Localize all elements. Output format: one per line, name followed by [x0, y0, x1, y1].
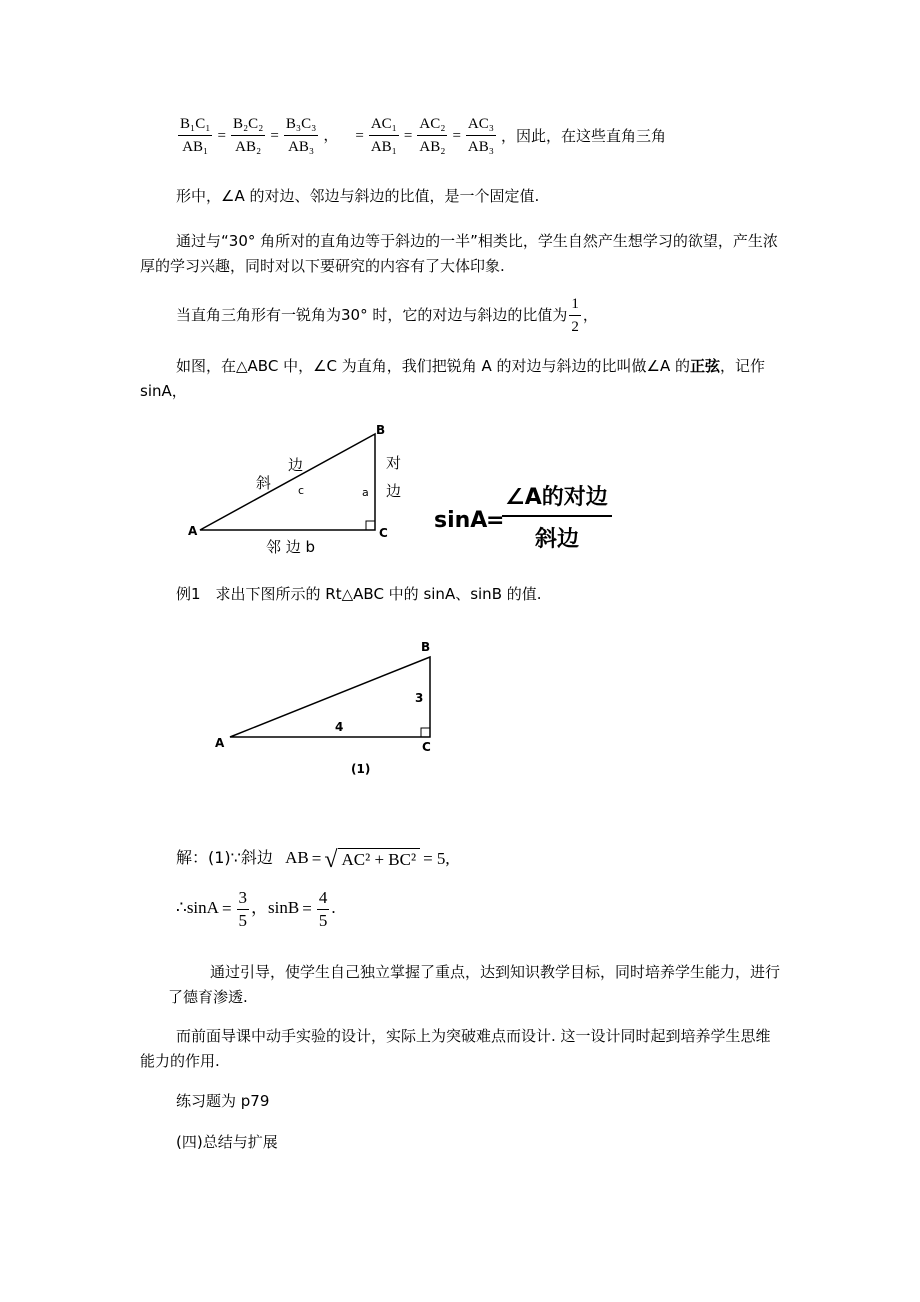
fraction-sinb-value: $\frac{4}{5}$: [318, 887, 328, 930]
fraction-ac3-ab3: $\frac{\text{AC₃}}{\text{AB₃}}$: [467, 116, 494, 155]
section-heading-summary: (四)总结与扩展: [176, 1133, 278, 1151]
paragraph-sine-definition: 如图，在△ABC 中，∠C 为直角，我们把锐角 A 的对边与斜边的比叫做∠A 的正弦，记作 sinA，: [140, 357, 766, 400]
side-ac-length: 4: [335, 720, 344, 734]
paragraph-30-degree: 当直角三角形有一锐角为30° 时，它的对边与斜边的比值为 $\frac{1}{2}$ ，: [176, 296, 598, 335]
square-root-expression: √ AC² + BC²: [324, 843, 420, 876]
fraction-b3c3-ab3: $\frac{\text{B₃C₃}}{\text{AB₃}}$: [285, 116, 317, 155]
vertex-c-label: C: [379, 526, 388, 540]
paragraph-exercises: 练习题为 p79: [176, 1092, 270, 1110]
vertex-b-label: B: [376, 423, 386, 437]
figure-caption: (1): [351, 762, 371, 776]
vertex-c-label-example: C: [422, 740, 431, 754]
opposite-label-2: 边: [386, 482, 402, 500]
fraction-b2c2-ab2: $\frac{\text{B₂C₂}}{\text{AB₂}}$: [232, 116, 264, 155]
vertex-a-label-example: A: [215, 736, 225, 750]
vertex-a-label: A: [188, 524, 198, 538]
paragraph-guidance: 通过引导，使学生自己独立掌握了重点，达到知识教学目标，同时培养学生能力，进行了德育渗透.: [168, 963, 781, 1006]
right-angle-marker: [366, 521, 375, 530]
paragraph-analogy: 通过与“30° 角所对的直角边等于斜边的一半”相类比，学生自然产生想学习的欲望，产生浓厚的学习兴趣，同时对以下要研究的内容有了大体印象.: [140, 232, 778, 275]
fraction-b1c1-ab1: $\frac{\text{B₁C₁}}{\text{AB₁}}$: [180, 116, 211, 155]
figure-right-triangle-3-4: [205, 635, 445, 785]
fraction-ac1-ab1: $\frac{\text{AC₁}}{\text{AB₁}}$: [370, 116, 397, 155]
sine-formula-denominator: 斜边: [535, 527, 580, 552]
ratio-equation: $\frac{\text{B₁C₁}}{\text{AB₁}}$ = $\frac{\text{B₂C₂}}{\text{AB₂}}$ = $\frac{\text{B₃C₃}}{\text{AB₃}}$ ， = $\frac{\text{AC₁}}{\text{AB₁}}$ = $\frac{\text{AC₂}}{\text{AB₂}}$ = $\frac{\text{AC₃}}{\text{AB₃}}$ ，因此，在这些直角三角: [180, 116, 667, 155]
fraction-ac2-ab2: $\frac{\text{AC₂}}{\text{AB₂}}$: [419, 116, 446, 155]
triangle-abc-example: [230, 657, 430, 737]
paragraph-design: 而前面导课中动手实验的设计，实际上为突破难点而设计. 这一设计同时起到培养学生思维能力的作用.: [140, 1027, 771, 1070]
sine-formula-eq: =: [486, 508, 505, 533]
triangle-abc: [200, 434, 375, 530]
hypotenuse-letter: c: [298, 484, 305, 497]
right-angle-marker-example: [421, 728, 430, 737]
adjacent-label: 邻 边 b: [266, 538, 316, 556]
solution-line-2: ∴sinA = $\frac{3}{5}$ ，sinB = $\frac{4}{5}$ .: [176, 887, 336, 930]
fraction-sina-value: $\frac{3}{5}$: [238, 887, 248, 930]
opposite-letter: a: [362, 486, 369, 499]
fraction-one-half: $\frac{1}{2}$: [571, 296, 579, 335]
term-sine: 正弦: [690, 357, 721, 375]
side-bc-length: 3: [415, 691, 424, 705]
solution-line-1: 解：(1)∵斜边 AB = √ AC² + BC² = 5,: [176, 842, 453, 876]
figure-right-triangle-labeled: [180, 420, 620, 570]
vertex-b-label-example: B: [421, 640, 431, 654]
hypotenuse-label-2: 边: [288, 456, 304, 474]
opposite-label-1: 对: [386, 454, 402, 472]
paragraph-fixed-ratio: 形中，∠A 的对边、邻边与斜边的比值，是一个固定值.: [176, 187, 540, 205]
sine-formula-lhs: sinA: [434, 508, 488, 533]
sine-formula-numerator: ∠A的对边: [505, 485, 608, 510]
example-1-prompt: 例1 求出下图所示的 Rt△ABC 中的 sinA、sinB 的值.: [176, 585, 542, 603]
hypotenuse-label-1: 斜: [256, 474, 272, 492]
